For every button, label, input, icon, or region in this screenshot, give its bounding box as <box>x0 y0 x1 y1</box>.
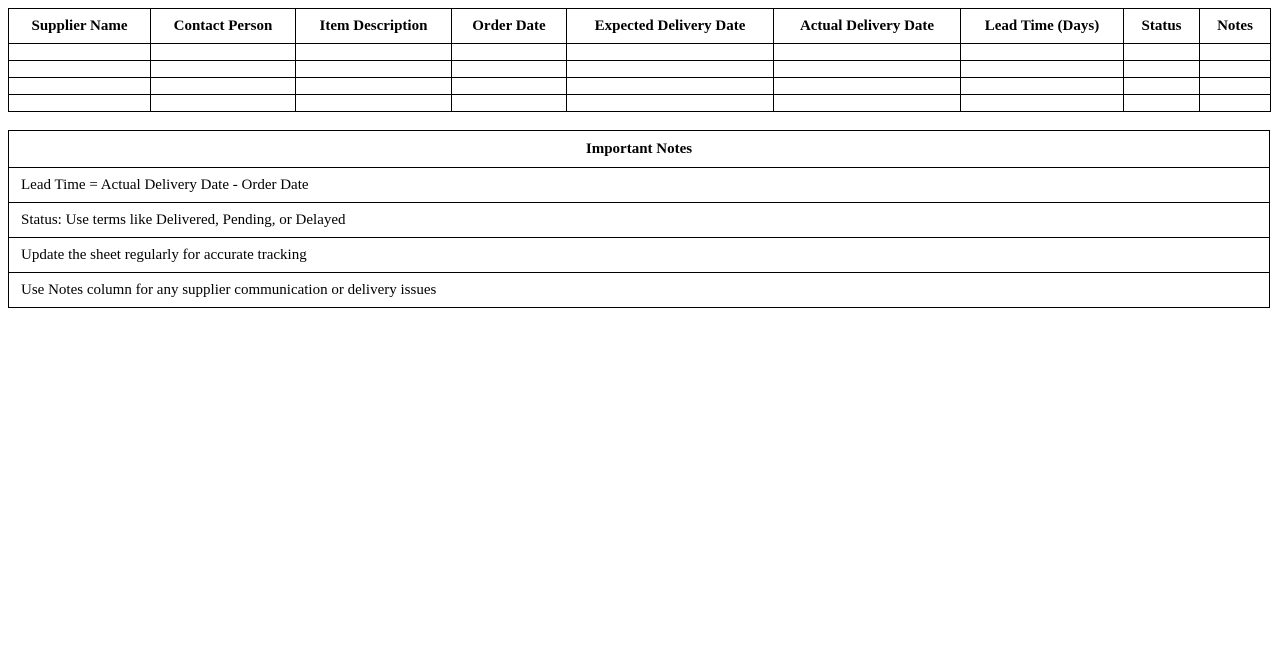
table-cell[interactable] <box>1124 78 1200 95</box>
table-cell[interactable] <box>1124 44 1200 61</box>
table-row <box>9 61 1271 78</box>
list-item <box>9 168 1270 203</box>
table-cell[interactable] <box>774 95 961 112</box>
table-cell[interactable] <box>567 95 774 112</box>
table-cell[interactable] <box>1200 61 1271 78</box>
note-update-regularly: Update the sheet regularly for accurate tracking <box>9 238 1270 273</box>
column-header-contact-person[interactable]: Contact Person <box>151 9 296 44</box>
table-cell[interactable] <box>774 61 961 78</box>
column-header-order-date[interactable]: Order Date <box>452 9 567 44</box>
table-cell[interactable] <box>567 78 774 95</box>
column-header-item-description[interactable]: Item Description <box>296 9 452 44</box>
column-header-actual-delivery-date[interactable]: Actual Delivery Date <box>774 9 961 44</box>
table-cell[interactable] <box>151 61 296 78</box>
table-cell[interactable] <box>151 44 296 61</box>
table-cell[interactable] <box>151 95 296 112</box>
table-row <box>9 78 1271 95</box>
table-cell[interactable] <box>452 78 567 95</box>
table-cell[interactable] <box>1200 78 1271 95</box>
table-cell[interactable] <box>961 61 1124 78</box>
table-cell[interactable] <box>452 95 567 112</box>
table-row <box>9 44 1271 61</box>
notes-header-row <box>9 131 1270 168</box>
column-header-supplier-name[interactable]: Supplier Name <box>9 9 151 44</box>
table-cell[interactable] <box>1124 61 1200 78</box>
table-row <box>9 95 1271 112</box>
table-cell[interactable] <box>296 95 452 112</box>
table-cell[interactable] <box>961 78 1124 95</box>
important-notes-table <box>8 130 1270 308</box>
table-cell[interactable] <box>151 78 296 95</box>
delivery-tracker-table <box>8 8 1271 112</box>
note-status: Status: Use terms like Delivered, Pending, or Delayed <box>9 203 1270 238</box>
table-cell[interactable] <box>296 78 452 95</box>
table-cell[interactable] <box>961 44 1124 61</box>
column-header-lead-time[interactable]: Lead Time (Days) <box>961 9 1124 44</box>
column-header-notes[interactable]: Notes <box>1200 9 1271 44</box>
table-header-row <box>9 9 1271 44</box>
table-cell[interactable] <box>961 95 1124 112</box>
note-lead-time: Lead Time = Actual Delivery Date - Order Date <box>9 168 1270 203</box>
table-cell[interactable] <box>296 61 452 78</box>
column-header-status[interactable]: Status <box>1124 9 1200 44</box>
table-cell[interactable] <box>774 44 961 61</box>
table-cell[interactable] <box>296 44 452 61</box>
important-notes-title: Important Notes <box>9 131 1270 168</box>
table-cell[interactable] <box>9 61 151 78</box>
table-cell[interactable] <box>567 44 774 61</box>
table-cell[interactable] <box>452 61 567 78</box>
table-cell[interactable] <box>9 44 151 61</box>
list-item <box>9 273 1270 308</box>
table-cell[interactable] <box>1124 95 1200 112</box>
table-cell[interactable] <box>567 61 774 78</box>
table-cell[interactable] <box>1200 95 1271 112</box>
note-notes-column: Use Notes column for any supplier communication or delivery issues <box>9 273 1270 308</box>
column-header-expected-delivery-date[interactable]: Expected Delivery Date <box>567 9 774 44</box>
table-cell[interactable] <box>774 78 961 95</box>
table-cell[interactable] <box>452 44 567 61</box>
table-cell[interactable] <box>1200 44 1271 61</box>
list-item <box>9 238 1270 273</box>
table-cell[interactable] <box>9 95 151 112</box>
table-cell[interactable] <box>9 78 151 95</box>
page <box>0 0 1278 308</box>
list-item <box>9 203 1270 238</box>
